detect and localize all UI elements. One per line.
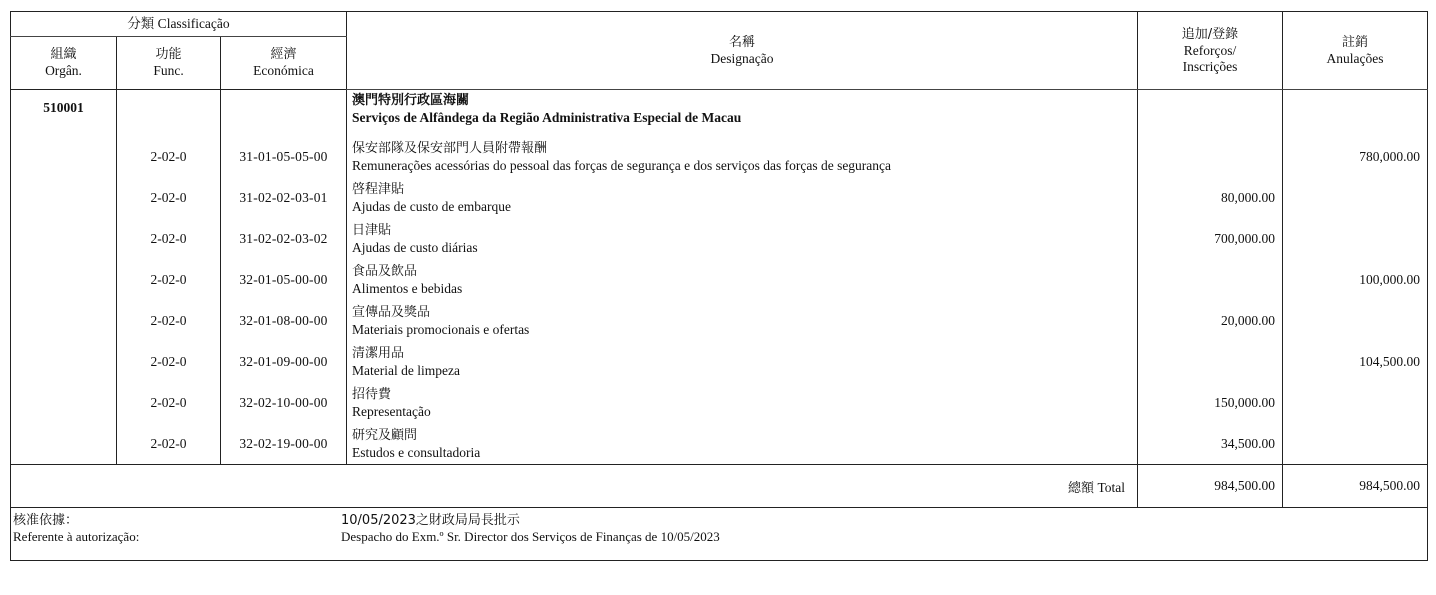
func-code: 2-02-0 bbox=[117, 136, 221, 177]
total-row bbox=[11, 465, 1428, 508]
func-code: 2-02-0 bbox=[117, 382, 221, 423]
annulment-amount: 104,500.00 bbox=[1283, 341, 1428, 382]
total-reinforcement: 984,500.00 bbox=[1138, 465, 1283, 508]
annulment-amount: 100,000.00 bbox=[1283, 259, 1428, 300]
func-code: 2-02-0 bbox=[117, 300, 221, 341]
econ-code: 32-01-09-00-00 bbox=[221, 341, 347, 382]
table-row bbox=[11, 218, 1428, 259]
table-row bbox=[11, 423, 1428, 465]
func-code: 2-02-0 bbox=[117, 218, 221, 259]
func-header: 功能 Func. bbox=[117, 37, 221, 90]
classification-header: 分類 Classificação bbox=[11, 12, 347, 37]
annulment-amount bbox=[1283, 300, 1428, 341]
reinforcement-amount: 150,000.00 bbox=[1138, 382, 1283, 423]
table-row bbox=[11, 382, 1428, 423]
designation: 日津貼 Ajudas de custo diárias bbox=[347, 218, 1138, 259]
econ-code: 32-01-05-00-00 bbox=[221, 259, 347, 300]
func-code: 2-02-0 bbox=[117, 423, 221, 465]
reinforcement-header: 追加/登錄 Reforços/ Inscrições bbox=[1138, 12, 1283, 90]
econ-code: 31-02-02-03-01 bbox=[221, 177, 347, 218]
annulment-amount bbox=[1283, 382, 1428, 423]
reinforcement-amount: 80,000.00 bbox=[1138, 177, 1283, 218]
authorization-text: 10/05/2023之財政局局長批示 Despacho do Exm.º Sr. Director dos Serviços de Finanças de 10/05/2023 bbox=[341, 513, 720, 544]
reinforcement-amount bbox=[1138, 259, 1283, 300]
entity-name: 澳門特別行政區海關 Serviços de Alfândega da Região Administrativa Especial de Macau bbox=[347, 90, 1138, 137]
econ-code: 31-01-05-05-00 bbox=[221, 136, 347, 177]
reinforcement-amount bbox=[1138, 136, 1283, 177]
econ-code: 31-02-02-03-02 bbox=[221, 218, 347, 259]
designation: 啓程津貼 Ajudas de custo de embarque bbox=[347, 177, 1138, 218]
entity-row bbox=[11, 90, 1428, 137]
reinforcement-amount bbox=[1138, 341, 1283, 382]
designation-header: 名稱 Designação bbox=[347, 12, 1138, 90]
org-code: 510001 bbox=[11, 90, 117, 137]
annulment-header: 註銷 Anulações bbox=[1283, 12, 1428, 90]
reinforcement-amount: 700,000.00 bbox=[1138, 218, 1283, 259]
annulment-amount bbox=[1283, 218, 1428, 259]
table-row bbox=[11, 300, 1428, 341]
total-annulment: 984,500.00 bbox=[1283, 465, 1428, 508]
econ-code: 32-02-10-00-00 bbox=[221, 382, 347, 423]
designation: 宣傳品及獎品 Materiais promocionais e ofertas bbox=[347, 300, 1138, 341]
org-header: 組織 Orgân. bbox=[11, 37, 117, 90]
designation: 清潔用品 Material de limpeza bbox=[347, 341, 1138, 382]
annulment-amount: 780,000.00 bbox=[1283, 136, 1428, 177]
func-code: 2-02-0 bbox=[117, 259, 221, 300]
econ-code: 32-01-08-00-00 bbox=[221, 300, 347, 341]
designation: 保安部隊及保安部門人員附帶報酬 Remunerações acessórias do pessoal das forças de segurança e dos serviços das forças de segurança bbox=[347, 136, 1138, 177]
table-row bbox=[11, 136, 1428, 177]
table-row bbox=[11, 341, 1428, 382]
func-code: 2-02-0 bbox=[117, 341, 221, 382]
designation: 研究及顧問 Estudos e consultadoria bbox=[347, 423, 1138, 465]
table-row bbox=[11, 259, 1428, 300]
header-row-classification bbox=[11, 12, 1428, 37]
authorization-label: 核准依據： Referente à autorização: bbox=[13, 513, 140, 544]
reinforcement-amount: 34,500.00 bbox=[1138, 423, 1283, 465]
annulment-amount bbox=[1283, 177, 1428, 218]
econ-header: 經濟 Económica bbox=[221, 37, 347, 90]
annulment-amount bbox=[1283, 423, 1428, 465]
designation: 招待費 Representação bbox=[347, 382, 1138, 423]
table-row bbox=[11, 177, 1428, 218]
authorization-block bbox=[11, 513, 1427, 553]
authorization-row bbox=[11, 508, 1428, 561]
total-label: 總額 Total bbox=[11, 465, 1138, 508]
econ-code: 32-02-19-00-00 bbox=[221, 423, 347, 465]
designation: 食品及飲品 Alimentos e bebidas bbox=[347, 259, 1138, 300]
reinforcement-amount: 20,000.00 bbox=[1138, 300, 1283, 341]
func-code: 2-02-0 bbox=[117, 177, 221, 218]
budget-table bbox=[10, 11, 1428, 561]
